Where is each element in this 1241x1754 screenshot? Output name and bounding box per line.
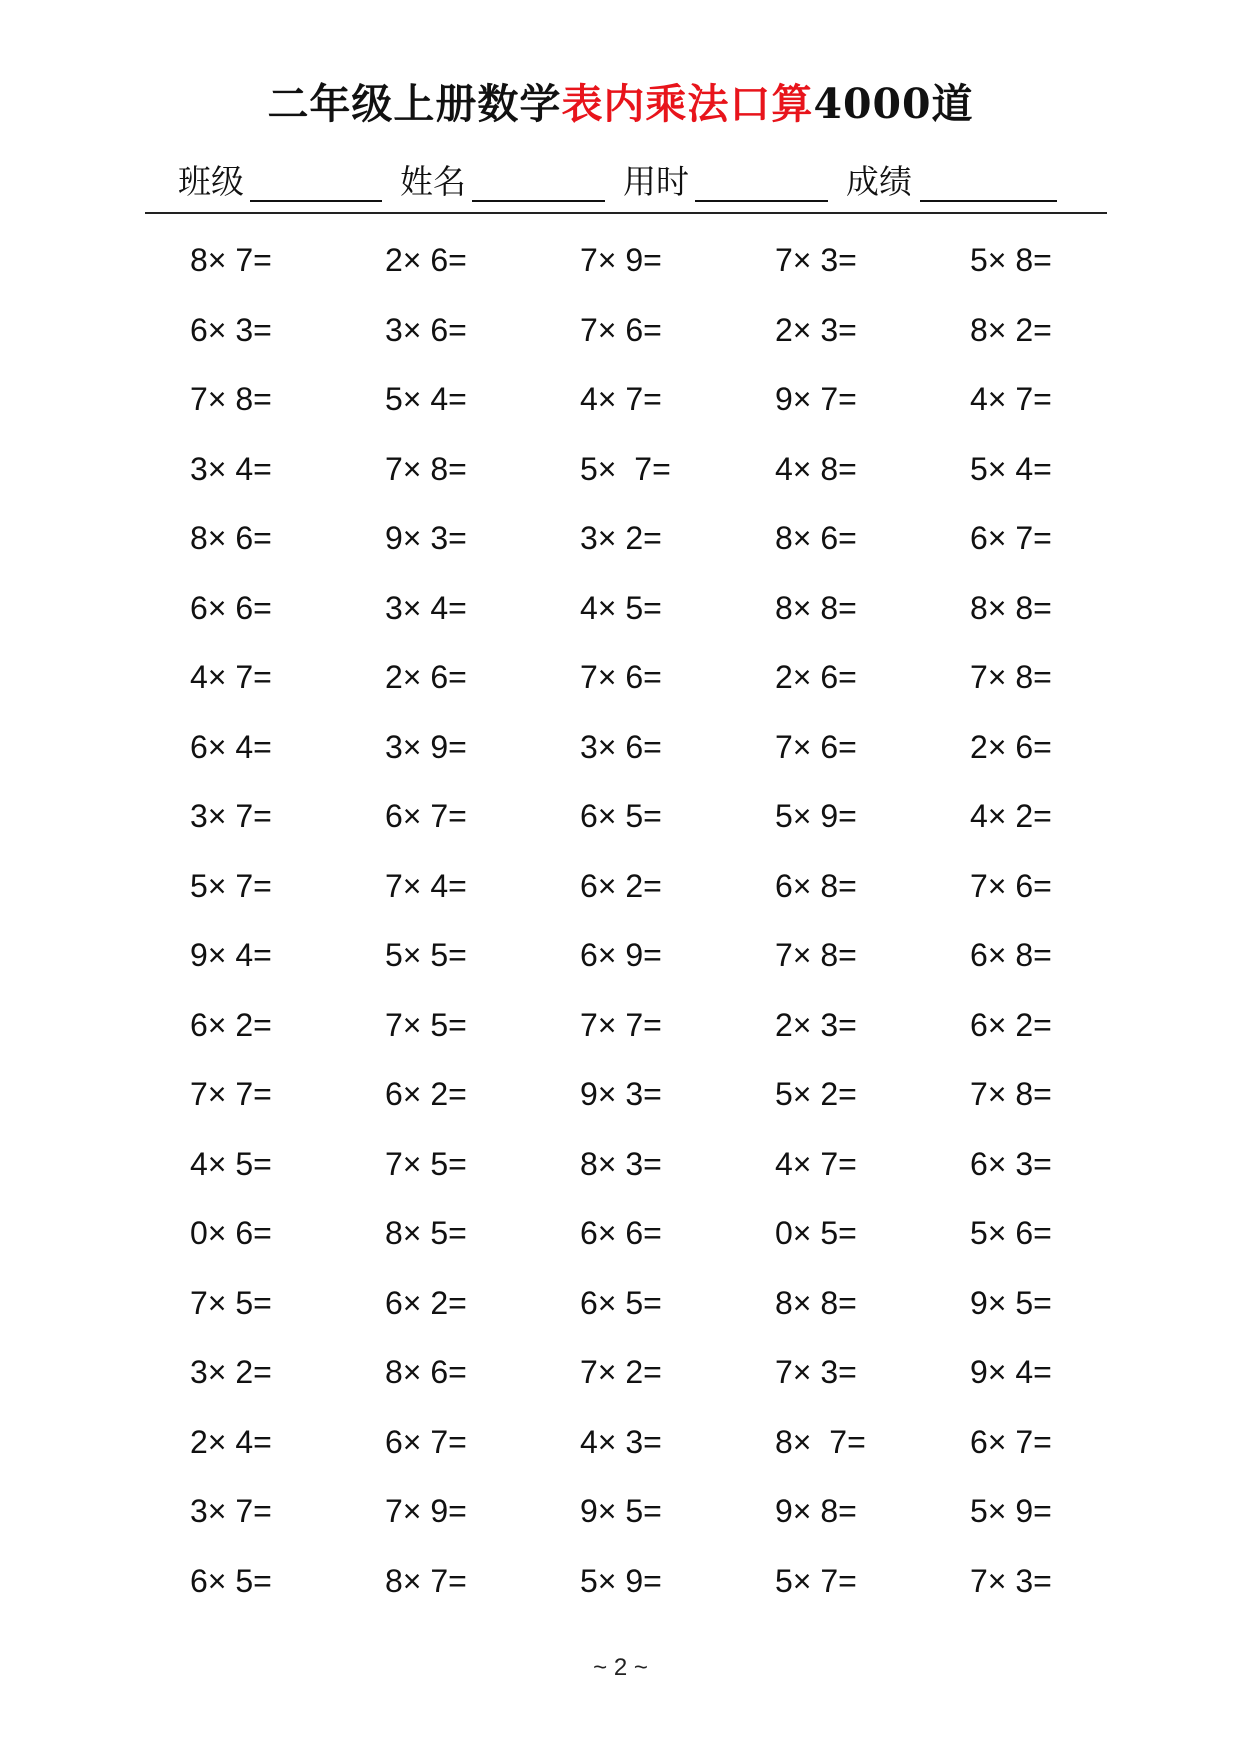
multiplication-problem: 9× 4=: [970, 1354, 1052, 1390]
problem-row: [190, 645, 1150, 715]
multiplication-problem: 4× 7=: [580, 381, 662, 417]
multiplication-problem: 3× 6=: [385, 311, 467, 348]
multiplication-problem: 6× 3=: [970, 1145, 1052, 1182]
multiplication-problem: 8× 8=: [775, 589, 857, 626]
time-label: 用时: [623, 162, 689, 201]
multiplication-problem: 9× 7=: [775, 381, 857, 417]
problem-row: [190, 506, 1150, 576]
score-blank-line[interactable]: [920, 200, 1057, 202]
page-number: ~ 2 ~: [593, 1654, 648, 1681]
multiplication-problem: 6× 2=: [385, 1076, 467, 1112]
multiplication-problem: 7× 6=: [580, 311, 662, 348]
problem-row: [190, 1132, 1150, 1202]
time-blank-line[interactable]: [695, 200, 828, 202]
problem-row: [190, 784, 1150, 854]
problem-row: [190, 1062, 1150, 1132]
problem-row: [190, 228, 1150, 298]
multiplication-problem: 8× 6=: [190, 520, 272, 556]
multiplication-problem: 3× 6=: [580, 728, 662, 765]
multiplication-problem: 5× 4=: [970, 450, 1052, 487]
multiplication-problem: 0× 6=: [190, 1215, 272, 1251]
multiplication-problem: 5× 7=: [190, 867, 272, 904]
multiplication-problem: 4× 7=: [775, 1145, 857, 1182]
problem-row: [190, 1479, 1150, 1549]
problem-row: [190, 923, 1150, 993]
multiplication-problem: 8× 7=: [190, 242, 272, 278]
multiplication-problem: 6× 9=: [580, 937, 662, 973]
problem-row: [190, 437, 1150, 507]
multiplication-problem: 5× 9=: [580, 1562, 662, 1599]
multiplication-problem: 7× 6=: [775, 728, 857, 765]
multiplication-problem: 7× 7=: [190, 1076, 272, 1112]
multiplication-problem: 6× 7=: [385, 798, 467, 834]
multiplication-problem: 5× 2=: [775, 1076, 857, 1112]
title-part-1: 二年级上册数学: [267, 80, 562, 128]
page-title: [0, 76, 1241, 132]
multiplication-problem: 7× 8=: [190, 381, 272, 417]
problem-row: [190, 1549, 1150, 1619]
header-divider: [145, 212, 1107, 214]
multiplication-problem: 6× 2=: [190, 1006, 272, 1043]
problem-row: [190, 1340, 1150, 1410]
score-label: 成绩: [846, 162, 912, 201]
multiplication-problem: 3× 2=: [190, 1354, 272, 1390]
multiplication-problem: 6× 7=: [970, 1423, 1052, 1460]
multiplication-problem: 8× 6=: [775, 520, 857, 556]
multiplication-problem: 7× 4=: [385, 867, 467, 904]
multiplication-problem: 9× 3=: [385, 520, 467, 556]
multiplication-problem: 3× 4=: [385, 589, 467, 626]
multiplication-problem: 7× 5=: [385, 1145, 467, 1182]
multiplication-problem: 4× 8=: [775, 450, 857, 487]
multiplication-problem: 3× 7=: [190, 1493, 272, 1529]
multiplication-problem: 9× 5=: [580, 1493, 662, 1529]
problem-row: [190, 993, 1150, 1063]
class-label: 班级: [178, 162, 244, 201]
multiplication-problem: 7× 6=: [580, 659, 662, 695]
multiplication-problem: 7× 8=: [385, 450, 467, 487]
multiplication-problem: 2× 6=: [385, 659, 467, 695]
multiplication-problem: 5× 6=: [970, 1215, 1052, 1251]
multiplication-problem: 6× 4=: [190, 728, 272, 765]
multiplication-problem: 7× 6=: [970, 867, 1052, 904]
multiplication-problem: 8× 5=: [385, 1215, 467, 1251]
multiplication-problem: 4× 5=: [190, 1145, 272, 1182]
multiplication-problem: 9× 3=: [580, 1076, 662, 1112]
problem-row: [190, 367, 1150, 437]
multiplication-problem: 7× 3=: [775, 242, 857, 278]
multiplication-problem: 8× 7=: [775, 1423, 866, 1460]
multiplication-problem: 6× 5=: [580, 798, 662, 834]
problem-row: [190, 1201, 1150, 1271]
multiplication-problem: 4× 5=: [580, 589, 662, 626]
multiplication-problem: 4× 3=: [580, 1423, 662, 1460]
multiplication-problem: 5× 7=: [775, 1562, 857, 1599]
title-part-3: 4000道: [813, 80, 974, 128]
multiplication-problem: 6× 3=: [190, 311, 272, 348]
multiplication-problem: 7× 2=: [580, 1354, 662, 1390]
multiplication-problem: 7× 3=: [970, 1562, 1052, 1599]
multiplication-problem: 7× 7=: [580, 1006, 662, 1043]
name-label: 姓名: [400, 162, 466, 201]
multiplication-problem: 6× 2=: [580, 867, 662, 904]
multiplication-problem: 9× 4=: [190, 937, 272, 973]
multiplication-problem: 0× 5=: [775, 1215, 857, 1251]
multiplication-problem: 7× 9=: [385, 1493, 467, 1529]
name-blank-line[interactable]: [472, 200, 605, 202]
multiplication-problem: 6× 6=: [190, 589, 272, 626]
multiplication-problem: 2× 3=: [775, 1006, 857, 1043]
multiplication-problem: 2× 6=: [775, 659, 857, 695]
multiplication-problem: 2× 3=: [775, 311, 857, 348]
multiplication-problem: 5× 9=: [970, 1493, 1052, 1529]
multiplication-problem: 2× 6=: [970, 728, 1052, 765]
multiplication-problem: 4× 2=: [970, 798, 1052, 834]
multiplication-problem: 6× 5=: [190, 1562, 272, 1599]
multiplication-problem: 5× 5=: [385, 937, 467, 973]
multiplication-problem: 7× 8=: [970, 1076, 1052, 1112]
multiplication-problem: 5× 8=: [970, 242, 1052, 278]
problem-row: [190, 1410, 1150, 1480]
multiplication-problem: 7× 8=: [775, 937, 857, 973]
multiplication-problem: 8× 8=: [775, 1284, 857, 1321]
problem-row: [190, 854, 1150, 924]
multiplication-problem: 4× 7=: [190, 659, 272, 695]
multiplication-problem: 5× 7=: [580, 450, 671, 487]
multiplication-problem: 3× 9=: [385, 728, 467, 765]
multiplication-problem: 9× 8=: [775, 1493, 857, 1529]
multiplication-problem: 8× 8=: [970, 589, 1052, 626]
multiplication-problem: 7× 3=: [775, 1354, 857, 1390]
title-part-2-highlight: 表内乘法口算: [561, 80, 814, 128]
multiplication-problem: 6× 6=: [580, 1215, 662, 1251]
multiplication-problem: 7× 5=: [385, 1006, 467, 1043]
multiplication-problem: 5× 4=: [385, 381, 467, 417]
multiplication-problem: 7× 8=: [970, 659, 1052, 695]
multiplication-problem: 3× 2=: [580, 520, 662, 556]
class-blank-line[interactable]: [250, 200, 382, 202]
multiplication-problem: 6× 2=: [970, 1006, 1052, 1043]
multiplication-problem: 6× 7=: [385, 1423, 467, 1460]
problem-row: [190, 576, 1150, 646]
problem-row: [190, 298, 1150, 368]
multiplication-problem: 4× 7=: [970, 381, 1052, 417]
multiplication-problem: 8× 7=: [385, 1562, 467, 1599]
problem-row: [190, 715, 1150, 785]
problem-grid: [190, 228, 1150, 1618]
multiplication-problem: 6× 8=: [775, 867, 857, 904]
multiplication-problem: 6× 8=: [970, 937, 1052, 973]
multiplication-problem: 2× 4=: [190, 1423, 272, 1460]
multiplication-problem: 6× 7=: [970, 520, 1052, 556]
multiplication-problem: 7× 9=: [580, 242, 662, 278]
multiplication-problem: 2× 6=: [385, 242, 467, 278]
problem-row: [190, 1271, 1150, 1341]
multiplication-problem: 7× 5=: [190, 1284, 272, 1321]
multiplication-problem: 3× 4=: [190, 450, 272, 487]
multiplication-problem: 8× 3=: [580, 1145, 662, 1182]
multiplication-problem: 6× 5=: [580, 1284, 662, 1321]
multiplication-problem: 8× 6=: [385, 1354, 467, 1390]
multiplication-problem: 5× 9=: [775, 798, 857, 834]
multiplication-problem: 3× 7=: [190, 798, 272, 834]
multiplication-problem: 9× 5=: [970, 1284, 1052, 1321]
multiplication-problem: 6× 2=: [385, 1284, 467, 1321]
multiplication-problem: 8× 2=: [970, 311, 1052, 348]
student-info-row: [178, 160, 1078, 204]
